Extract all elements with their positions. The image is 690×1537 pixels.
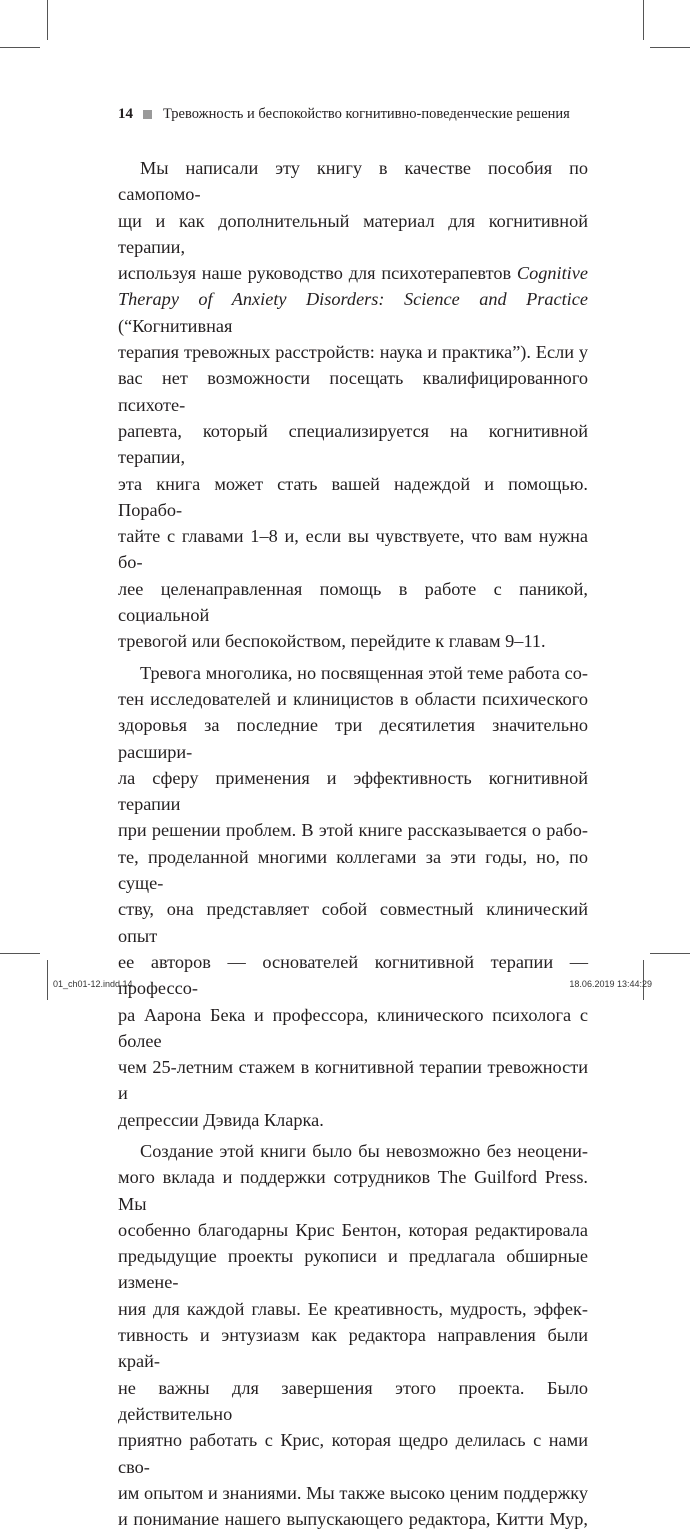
text-line xyxy=(118,260,588,286)
date-slug: 18.06.2019 13:44:29 xyxy=(569,979,652,989)
text-line: те, проделанной многими коллегами за эти годы, но, по суще- xyxy=(118,846,588,894)
file-slug: 01_ch01-12.indd 14 xyxy=(53,979,133,989)
text-line: ству, она представляет собой совместный клинический опыт xyxy=(118,899,588,946)
crop-mark xyxy=(0,47,40,48)
text-line: тен исследователей и клиницистов в области психического xyxy=(118,688,588,709)
square-bullet-icon xyxy=(143,110,152,119)
running-head xyxy=(118,104,588,124)
text-line: Создание этой книги было бы невозможно без неоцени- xyxy=(140,1140,588,1161)
text-line xyxy=(118,286,588,339)
paragraph xyxy=(118,1138,588,1532)
text-line: тайте с главами 1–8 и, если вы чувствуете, что вам нужна бо- xyxy=(118,526,588,573)
text-line: мого вклада и поддержки сотрудников The Guilford Press. Мы xyxy=(118,1167,588,1214)
page-number: 14 xyxy=(118,106,133,122)
text-line: ее авторов — основателей когнитивной терапии — профессо- xyxy=(118,951,588,999)
text-line: чем 25-летним стажем в когнитивной терапии тревожности и xyxy=(118,1057,588,1104)
text-line: тивность и энтузиазм как редактора направления были край- xyxy=(118,1325,588,1372)
crop-mark xyxy=(47,0,48,40)
text-line: ния для каждой главы. Ее креативность, мудрость, эффек- xyxy=(118,1298,588,1319)
crop-mark xyxy=(650,953,690,954)
text-line: предыдущие проекты рукописи и предлагала обширные измене- xyxy=(118,1246,588,1293)
text-line: ла сферу применения и эффективность когнитивной терапии xyxy=(118,767,588,815)
text-line: и понимание нашего выпускающего редактора, Китти Мур, xyxy=(118,1509,588,1530)
text-span: используя наше руководство для психотерапевтов xyxy=(118,263,517,284)
text-line: эта книга может стать вашей надеждой и помощью. Порабо- xyxy=(118,473,588,520)
book-title-italic: Therapy of Anxiety Disorders: Science and Practice xyxy=(118,289,588,310)
running-title: Тревожность и беспокойство когнитивно-поведенческие решения xyxy=(163,106,570,122)
text-line: Тревога многолика, но посвященная этой теме работа со- xyxy=(140,662,588,683)
crop-mark xyxy=(0,953,40,954)
text-line: рапевта, который специализируется на когнитивной терапии, xyxy=(118,420,588,468)
paragraph xyxy=(118,660,588,1133)
text-line: особенно благодарны Крис Бентон, которая редактировала xyxy=(118,1219,588,1240)
text-line: ра Аарона Бека и профессора, клинического психолога с более xyxy=(118,1004,588,1051)
text-line: щи и как дополнительный материал для когнитивной терапии, xyxy=(118,210,588,257)
text-span: (“Когнитивная xyxy=(118,315,233,336)
text-line: здоровья за последние три десятилетия значительно расшири- xyxy=(118,715,588,762)
body-text xyxy=(118,155,588,1537)
crop-mark xyxy=(47,960,48,1000)
text-line: депрессии Дэвида Кларка. xyxy=(118,1109,324,1130)
crop-mark xyxy=(643,0,644,40)
text-line: вас нет возможности посещать квалифицированного психоте- xyxy=(118,368,588,415)
text-line: Мы написали эту книгу в качестве пособия по самопомо- xyxy=(118,158,588,205)
text-line: при решении проблем. В этой книге рассказывается о рабо- xyxy=(118,820,588,841)
crop-mark xyxy=(650,47,690,48)
text-line: тревогой или беспокойством, перейдите к главам 9–11. xyxy=(118,631,546,652)
book-title-italic: Cognitive xyxy=(516,263,588,284)
paragraph xyxy=(118,155,588,655)
text-line: лее целенаправленная помощь в работе с паникой, социальной xyxy=(118,578,588,626)
text-line: приятно работать с Крис, которая щедро делилась с нами сво- xyxy=(118,1430,588,1477)
text-line: не важны для завершения этого проекта. Было действительно xyxy=(118,1377,588,1424)
text-line: им опытом и знаниями. Мы также высоко ценим поддержку xyxy=(118,1482,588,1503)
text-line: терапия тревожных расстройств: наука и практика”). Если у xyxy=(118,342,588,363)
